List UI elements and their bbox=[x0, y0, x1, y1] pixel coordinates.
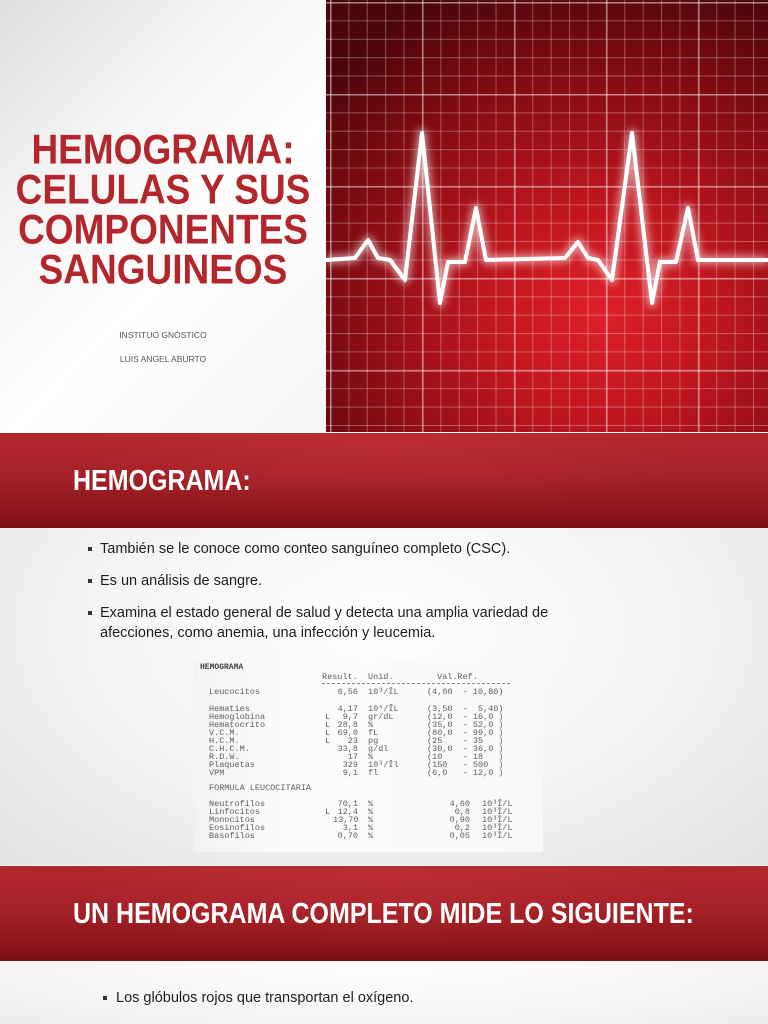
lab-value: 4,17 bbox=[337, 704, 358, 714]
lab-flag bbox=[325, 688, 333, 696]
slide-title bbox=[0, 126, 326, 293]
lab-spacer bbox=[358, 745, 368, 753]
slide3-header-band bbox=[0, 866, 768, 961]
slide3-heading: UN HEMOGRAMA COMPLETO MIDE LO SIGUIENTE: bbox=[73, 897, 694, 930]
lab-absolute-value: 0,05 bbox=[449, 831, 470, 841]
lab-spacer bbox=[358, 824, 368, 832]
ecg-heartbeat-image bbox=[326, 0, 768, 432]
lab-row bbox=[193, 769, 543, 777]
lab-unit: g/dl bbox=[368, 744, 389, 754]
lab-flag: L bbox=[325, 736, 331, 746]
slide2-header-band bbox=[0, 433, 768, 528]
slide2-body bbox=[0, 528, 768, 865]
lab-value: 9,1 bbox=[342, 768, 358, 778]
lab-flag: L bbox=[325, 728, 331, 738]
lab-unit: pg bbox=[368, 736, 379, 746]
lab-flag bbox=[325, 753, 333, 761]
lab-value: 6,56 bbox=[337, 687, 358, 697]
lab-absolute-unit: 10³Î/L bbox=[482, 807, 513, 817]
lab-unit: % bbox=[368, 823, 374, 833]
lab-absolute-unit: 10³Î/L bbox=[482, 815, 513, 825]
lab-test-name: Neutrofilos bbox=[209, 799, 266, 809]
lab-value: 28,8 bbox=[337, 720, 358, 730]
lab-value: 23 bbox=[347, 736, 358, 746]
slide-title-line: HEMOGRAMA: bbox=[31, 126, 295, 173]
lab-unit: 10³/ÎL bbox=[368, 687, 399, 697]
lab-absolute-unit: 10³Î/L bbox=[482, 799, 513, 809]
lab-flag bbox=[325, 745, 333, 753]
lab-header-unit: Unid. bbox=[368, 672, 394, 682]
lab-unit: gr/dL bbox=[368, 712, 394, 722]
lab-flag bbox=[325, 769, 333, 777]
lab-unit: % bbox=[368, 815, 374, 825]
lab-value: 70,1 bbox=[337, 799, 358, 809]
lab-spacer bbox=[358, 737, 368, 745]
lab-value: 329 bbox=[342, 760, 358, 770]
lab-test-name: VPM bbox=[209, 768, 225, 778]
lab-header-divider bbox=[322, 683, 510, 684]
lab-flag bbox=[325, 832, 333, 840]
lab-section-label: FORMULA LEUCOCITARIA bbox=[209, 783, 312, 793]
lab-value: 12,4 bbox=[337, 807, 358, 817]
lab-flag bbox=[325, 824, 333, 832]
lab-spacer bbox=[470, 808, 482, 816]
lab-spacer bbox=[358, 800, 368, 808]
lab-unit: % bbox=[368, 807, 374, 817]
lab-report-scan bbox=[193, 662, 543, 852]
lab-unit: fL bbox=[368, 728, 379, 738]
title-panel bbox=[0, 0, 326, 432]
lab-unit: % bbox=[368, 752, 374, 762]
lab-unit: % bbox=[368, 831, 374, 841]
lab-value: 3,1 bbox=[342, 823, 358, 833]
lab-reference-range: (10 - 18 ) bbox=[427, 752, 504, 762]
lab-reference-range: (4,00 - 10,80) bbox=[427, 687, 504, 697]
lab-unit: fl bbox=[368, 768, 379, 778]
slide-title-line: SANGUINEOS bbox=[38, 246, 288, 293]
lab-report-title: HEMOGRAMA bbox=[200, 663, 244, 672]
lab-spacer bbox=[358, 808, 368, 816]
lab-results-table bbox=[193, 688, 543, 777]
title-slide bbox=[0, 0, 768, 432]
lab-test-name: Basofilos bbox=[209, 831, 255, 841]
lab-spacer bbox=[358, 832, 368, 840]
lab-unit: % bbox=[368, 799, 374, 809]
lab-spacer bbox=[358, 753, 368, 761]
slide2-heading: HEMOGRAMA: bbox=[73, 464, 251, 497]
lab-unit: 10³/Îl bbox=[368, 760, 399, 770]
lab-test-name: C.H.C.M. bbox=[209, 744, 250, 754]
lab-unit: % bbox=[368, 720, 374, 730]
lab-spacer bbox=[358, 688, 368, 696]
lab-reference-range: (3,50 - 5,40) bbox=[427, 704, 504, 714]
lab-absolute-unit: 10³Î/L bbox=[482, 831, 513, 841]
lab-spacer bbox=[470, 800, 482, 808]
lab-header-result: Result. bbox=[322, 672, 358, 682]
lab-value: 9,7 bbox=[342, 712, 358, 722]
lab-row bbox=[193, 688, 543, 696]
ecg-trace-glow bbox=[326, 133, 768, 303]
lab-test-name: Linfocitos bbox=[209, 807, 261, 817]
bullet-item: Los glóbulos rojos que transportan el oxígeno. bbox=[103, 988, 663, 1008]
lab-value: 13,70 bbox=[333, 815, 359, 825]
lab-flag: L bbox=[325, 807, 331, 817]
lab-value: 17 bbox=[347, 752, 358, 762]
lab-absolute-value: 0,90 bbox=[449, 815, 470, 825]
lab-value: 33,8 bbox=[337, 744, 358, 754]
lab-spacer bbox=[358, 713, 368, 721]
lab-value: 69,0 bbox=[337, 728, 358, 738]
lab-flag bbox=[325, 761, 333, 769]
lab-reference-range: (12,0 - 16,0 ) bbox=[427, 712, 504, 722]
institution-subtitle: INSTITUO GNÓSTICO bbox=[119, 330, 207, 340]
lab-absolute-value: 0,8 bbox=[454, 807, 470, 817]
lab-test-name: Plaquetas bbox=[209, 760, 255, 770]
lab-spacer bbox=[470, 824, 482, 832]
slide3-bullet-list bbox=[103, 988, 663, 1020]
lab-row bbox=[193, 832, 543, 840]
lab-test-name: Hemoglobina bbox=[209, 712, 266, 722]
lab-value: 0,70 bbox=[337, 831, 358, 841]
lab-spacer bbox=[358, 705, 368, 713]
lab-absolute-value: 0,2 bbox=[454, 823, 470, 833]
lab-spacer bbox=[358, 721, 368, 729]
lab-reference-range: (25 - 35 ) bbox=[427, 736, 504, 746]
lab-reference-range: (30,0 - 36,0 ) bbox=[427, 744, 504, 754]
lab-absolute-value: 4,60 bbox=[449, 799, 470, 809]
lab-test-name: H.C.M. bbox=[209, 736, 240, 746]
lab-reference-range: (80,0 - 99,0 ) bbox=[427, 728, 504, 738]
lab-flag bbox=[325, 816, 333, 824]
lab-unit: 10⁶/ÎL bbox=[368, 704, 399, 714]
lab-test-name: Eosinofilos bbox=[209, 823, 266, 833]
ecg-trace-line bbox=[326, 133, 768, 303]
lab-spacer bbox=[358, 769, 368, 777]
lab-test-name: Monocitos bbox=[209, 815, 255, 825]
lab-flag: L bbox=[325, 720, 331, 730]
lab-spacer bbox=[358, 816, 368, 824]
lab-spacer bbox=[470, 816, 482, 824]
slide2-bullet-list bbox=[88, 539, 580, 655]
lab-flag: L bbox=[325, 712, 331, 722]
bullet-item: También se le conoce como conteo sanguíneo completo (CSC). bbox=[88, 539, 580, 559]
lab-test-name: Leucocitos bbox=[209, 687, 261, 697]
ecg-trace-icon bbox=[326, 0, 768, 432]
lab-test-name: Hematies bbox=[209, 704, 250, 714]
lab-spacer bbox=[358, 729, 368, 737]
slide-title-line: CELULAS Y SUS bbox=[15, 166, 311, 213]
bullet-item: Examina el estado general de salud y detecta una amplia variedad de afecciones, como anemia, una infección y leucemia. bbox=[88, 603, 580, 643]
lab-spacer bbox=[470, 832, 482, 840]
lab-reference-range: (35,0 - 52,0 ) bbox=[427, 720, 504, 730]
bullet-item: Es un análisis de sangre. bbox=[88, 571, 580, 591]
lab-differential-table bbox=[193, 800, 543, 840]
lab-reference-range: (6,0 - 12,0 ) bbox=[427, 768, 504, 778]
lab-absolute-unit: 10³Î/L bbox=[482, 823, 513, 833]
lab-test-name: V.C.M. bbox=[209, 728, 240, 738]
lab-reference-range: (150 - 500 ) bbox=[427, 760, 504, 770]
author-subtitle: LUIS ANGEL ABURTO bbox=[119, 354, 207, 364]
lab-header-ref: Val.Ref. bbox=[437, 672, 478, 682]
lab-test-name: Hematocrito bbox=[209, 720, 266, 730]
slide-title-line: COMPONENTES bbox=[18, 206, 308, 253]
lab-spacer bbox=[358, 761, 368, 769]
lab-test-name: R.D.W. bbox=[209, 752, 240, 762]
slide3-body bbox=[0, 961, 768, 1024]
